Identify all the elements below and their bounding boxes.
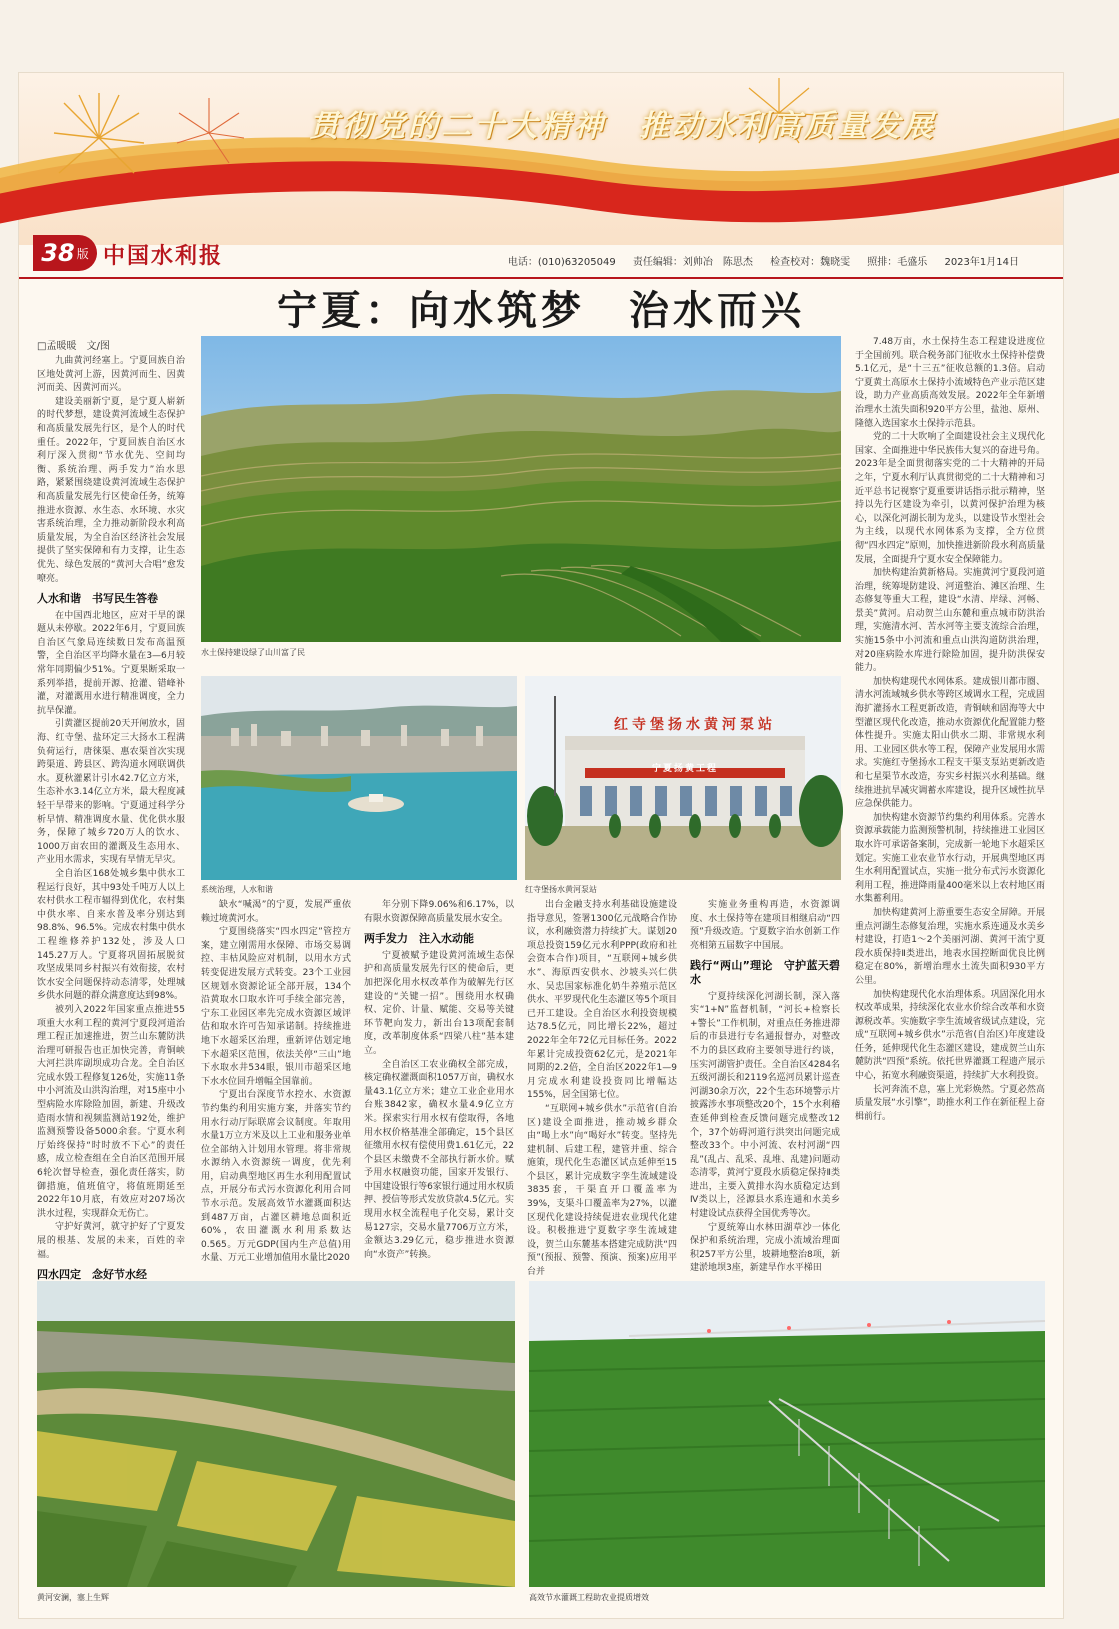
article-paragraph: 缺水“喊渴”的宁夏，发展严重依赖过境黄河水。 [201, 900, 351, 924]
article-column-3 [364, 899, 514, 1267]
fireworks-left-graphic [39, 83, 259, 193]
article-paragraph: 全自治区168处城乡集中供水工程运行良好，其中93处千吨万人以上农村供水工程市辐得到优化，农村集中供水率、自来水普及率分别达到98.8%、96.5%。完成农村集中供水工程维修养护132处，涉及人口145.27万人。宁夏将巩固拓展脱贫攻坚成果同乡村振兴有效衔接，农村饮水安全问题保持动态清零，处理城乡供水问题的群众满意度达到98%。 [37, 868, 185, 1002]
article-paragraph: 宁夏持续深化河湖长制，深入落实“1+N”监督机制，“河长+检察长+警长”工作机制，对重点任务推进滞后的市县进行专名通报督办，对整改不力的县区政府主要领导进行约谈，压实河湖管护责任。全自治区4284名五级河湖长和2119名巡河员累计巡查河湖30余万次，22个生态环境警示片披露涉水事项整改20个，15个水利稽查延伸到检查反馈问题完成整改12个，37个妨碍河道行洪突出问题完成整改33个。中小河流、农村河湖“四乱”(乱占、乱采、乱堆、乱建)问题动态清零，黄河宁夏段水质稳定保持Ⅱ类进出，主要入黄排水沟水质稳定达到Ⅳ类以上，泾源县水系连通和水美乡村建设试点获得全国优秀等次。 [690, 991, 840, 1220]
photo-lake-city [201, 676, 517, 880]
article-column-4 [527, 899, 677, 1278]
photo-5-caption: 高效节水灌溉工程助农业提质增效 [529, 1593, 649, 1602]
phone-text: 电话：(010)63205049 [507, 257, 616, 268]
photo-river-fields [37, 1281, 515, 1587]
photo-3-caption: 红寺堡扬水黄河泵站 [525, 885, 597, 894]
article-paragraph: 年分别下降9.06%和6.17%，以有限水资源保障高质量发展水安全。 [364, 900, 514, 924]
article-paragraph: 九曲黄河经塞上。宁夏回族自治区地处黄河上游，因黄河而生、因黄河而美、因黄河而兴。 [37, 356, 185, 394]
date-text: 2023年1月14日 [944, 257, 1019, 268]
article-paragraph: 7.48万亩，水土保持生态工程建设进度位于全国前列。联合税务部门征收水土保持补偿费5.1亿元，是“十三五”征收总额的1.3倍。启动宁夏黄土高原水土保持小流域特色产业示范区建设，助力产业高质高效发展。2022年全年新增治理水土流失面积920平方公里，盐池、原州、隆德入选国家水土保持示范县。 [855, 337, 1045, 429]
article-paragraph: 建设美丽新宁夏，是宁夏人崭新的时代梦想，建设黄河流域生态保护和高质量发展先行区，是个人的时代重任。2022年，宁夏回族自治区水利厅深入贯彻“节水优先、空间均衡、系统治理、两手发力”治水思路，紧紧围绕建设黄河流域生态保护和高质量发展先行区使命任务，统筹推进水资源、水生态、水环境、水灾害系统治理，全力推动新阶段水利高质量发展，为全自治区经济社会发展提供了坚实保障和有力支撑，让生态优先、绿色发展的“黄河大合唱”愈发嘹亮。 [37, 396, 185, 584]
article-paragraph: 全自治区工农业确权全部完成，核定确权灌溉面积1057万亩，确权水量43.1亿立方米；建立工业企业用水台账3842家，确权水量4.9亿立方米。探索实行用水权有偿取得，各地用水权价格基准全部确定，15个县区征缴用水权有偿使用费1.61亿元，22个县区未缴费不全部执行新水价。赋予用水权融资功能，国家开发银行、中国建设银行等6家银行通过用水权质押、授信等形式发放贷款4.5亿元。实现用水权全流程电子化交易，累计交易127宗，交易水量7706万立方米，金额达3.29亿元，稳步推进水资源向“水资产”转换。 [364, 1059, 514, 1260]
article-paragraph: 出台金融支持水利基础设施建设指导意见，签署1300亿元战略合作协议，水利融资潜力持续扩大。谋划20项总投资159亿元水利PPP(政府和社会资本合作)项目，“互联网+城乡供水”、海原西安供水、沙坡头兴仁供水、吴忠国家标准化奶牛养殖示范区供水、平罗现代化生态灌区等5个项目已开工建设。全自治区水利投资规模达78.5亿元，同比增长22%，超过2022年全年72亿元目标任务。2022年累计完成投资62亿元，是2021年同期的2.2倍，全自治区2022年1—9月完成水利建设投资同比增幅达155%，居全国第七位。 [527, 900, 677, 1101]
article-column-1 [37, 355, 185, 1282]
layout-text: 照排：毛盛乐 [867, 257, 928, 268]
article-column-6 [855, 336, 1045, 1268]
article-column-5 [690, 899, 840, 1274]
pump-station-building-sign: 宁夏扬黄工程 [651, 764, 718, 774]
photo-terraced-hills [201, 336, 841, 642]
pump-station-sign: 红寺堡扬水黄河泵站 [614, 717, 776, 733]
article-paragraph: “互联网+城乡供水”示范省(自治区)建设全面推进，推动城乡群众由“喝上水”向“喝好水”转变。坚持先建机制、后建工程，建管并重、综合施策，现代化生态灌区试点延伸至15个县区，累计完成数字孪生流域建设3835套，干渠直开口覆盖率为39%，支渠斗口覆盖率为27%，以灌区现代化建设持续促进农业现代化建设。积极推进宁夏数字孪生流域建设，贺兰山东麓基本搭建完成防洪“四预”(预报、预警、预演、预案)应用平台并 [527, 1103, 677, 1278]
article-paragraph: 加快构建黄河上游重要生态安全屏障。开展重点河湖生态修复治理，实施水系连通及水美乡村建设，打造1～2个美丽河湖、黄河干流宁夏段水质保持Ⅱ类进出，地表水国控断面优良比例稳定在80%，新增治理水土流失面积930平方公里。 [855, 907, 1045, 986]
page-number: 38 [41, 239, 75, 267]
editor-text: 责任编辑：刘帅冶 陈思杰 [632, 257, 753, 268]
article-paragraph: 加快构建现代化水治理体系。巩固深化用水权改革成果，持续深化农业水价综合改革和水资源税改革。实施数字孪生流域省级试点建设，完成“互联网+城乡供水”示范省(自治区)年度建设任务，延伸现代化生态灌区建设，建成贺兰山东麓防洪“四预”系统。依托世界灌溉工程遗产展示中心，拓宽水利融资渠道，持续扩大水利投资。 [855, 989, 1045, 1082]
paper-name: 中国水利报 [103, 243, 224, 269]
section-heading: 四水四定 念好节水经 [37, 1268, 147, 1282]
section-heading: 践行“两山”理论 守护蓝天碧水 [690, 959, 840, 986]
article-paragraph: 党的二十大吹响了全面建设社会主义现代化国家、全面推进中华民族伟大复兴的奋进号角。2023年是全面贯彻落实党的二十大精神的开局之年，宁夏水利厅认真贯彻党的二十大精神和习近平总书记视察宁夏重要讲话指示批示精神，坚持以先行区建设为牵引，以黄河保护治理为核心，以深化河湖长制为龙头，以建设节水型社会为主线，以现代水网体系为支撑，全方位贯彻“四水四定”原则，加快推进新阶段水利高质量发展，全面提升宁夏水安全保障能力。 [855, 432, 1045, 565]
article-column-2 [201, 899, 351, 1267]
photo-2-caption: 系统治理，人水和谐 [201, 885, 273, 894]
article-paragraph: 宁夏统筹山水林田湖草沙一体化保护和系统治理，完成小流域治理面积257平方公里，坡耕地整治8项，新建淤地坝3座，新建旱作水平梯田 [690, 1222, 840, 1274]
proofreader-text: 检查校对：魏晓雯 [770, 257, 851, 268]
masthead-info [494, 253, 1019, 268]
article-paragraph: 加快构建治黄新格局。实施黄河宁夏段河道治理，统筹堤防建设、河道整治、滩区治理、生态修复等重大工程，建设“水清、岸绿、河畅、景美”黄河。启动贺兰山东麓和重点城市防洪治理，实施清水河、苦水河等主要支流综合治理，实施15条中小河流和重点山洪沟道防洪治理，对20座病险水库进行除险加固，提升防洪保安能力。 [855, 568, 1045, 674]
article-paragraph: 宁夏被赋予建设黄河流域生态保护和高质量发展先行区的使命后，更加把深化用水权改革作为破解先行区建设的“关键一招”。围绕用水权确权、定价、计量、赋能、交易等关键环节靶向发力，新出台13项配套制度，改革制度体系“四梁八柱”基本建立。 [364, 950, 514, 1056]
article-paragraph: 宁夏围绕落实“四水四定”管控方案，建立刚需用水保障、市场交易调控、丰枯风险应对机制，以用水方式转变促进发展方式转变。23个工业园区规划水资源论证全部开展，134个沿黄取水口取水许可手续全部完善，宁东工业园区率先完成水资源区域评估和取水许可告知承诺制。持续推进地下水超采区治理，重新评估划定地下水超采区范围，依法关停“三山”地下水取水井534眼，银川市超采区地下水水位回升增幅全国靠前。 [201, 927, 351, 1087]
article-paragraph: 在中国西北地区，应对干旱的课题从未停歇。2022年6月，宁夏回族自治区气象局连续数日发布高温预警，全自治区平均降水量在3—6月较常年同期偏少51%。宁夏果断采取一系列举措，提前开源、抢灌、错峰补灌，对灌溉用水进行精准调度，全力抗旱保灌。 [37, 610, 185, 716]
photo-irrigation [529, 1281, 1045, 1587]
article-byline: □孟暖暖 文/图 [37, 341, 110, 352]
banner-slogan: 贯彻党的二十大精神 推动水利高质量发展 [309, 109, 936, 144]
photo-4-caption: 黄河安澜，塞上生辉 [37, 1593, 109, 1602]
photo-pump-station [525, 676, 841, 880]
newspaper-page [18, 72, 1064, 1619]
page-number-badge [33, 235, 97, 271]
article-paragraph: 加快构建水资源节约集约利用体系。完善水资源承载能力监测预警机制，持续推进工业园区取水许可承诺备案制，完成新一轮地下水超采区划定。实施工业农业节水行动，开展典型地区再生水利用配置试点，实施一批分布式污水资源化利用工程，推进降雨量400毫米以上农村地区雨水集蓄利用。 [855, 812, 1045, 905]
page-suffix: 版 [76, 246, 89, 261]
article-paragraph: 实施业务重构再造，水资源调度、水土保持等在建项目相继启动“四预”升级改造。宁夏数字治水创新工作亮相第五届数字中国展。 [690, 900, 840, 951]
article-paragraph: 被列入2022年国家重点推进55项重大水利工程的黄河宁夏段河道治理工程正加速推进，贺兰山东麓防洪治理可研报告也正加快完善，青铜峡大河拦洪库副坝成功合龙。全自治区完成水毁工程修复126处，实施11条中小河流及山洪沟治理，对15座中小型病险水库除险加固，新建、升级改造雨水情和视频监测站192处，维护监测预警设备5000余套。宁夏水利厅始终保持“时时放不下心”的责任感，成立检查组在全自治区范围开展6轮次督导检查，强化责任落实，防御措施，值班值守，将值班期延至2022年10月底，有效应对207场次洪水过程，实现群众无伤亡。 [37, 1004, 185, 1219]
section-heading: 两手发力 注入水动能 [364, 932, 474, 946]
article-paragraph: 加快构建现代水网体系。建成银川都市圈、清水河流域城乡供水等跨区域调水工程，完成固海扩灌扬水工程更新改造，青铜峡和固海等大中型灌区现代化改造，推动水资源优化配置能力整体性提升。实施太阳山供水二期、非常规水利用、工业园区供水等工程，保障产业发展用水需求。实施红寺堡扬水工程支干渠支泵站更新改造和七星渠节水改造，夯实乡村振兴水利基础。继续推进抗旱减灾调蓄水库建设，提升区域性抗旱应急保供能力。 [855, 676, 1045, 810]
article-paragraph: 引黄灌区提前20天开闸放水，固海、红寺堡、盐环定三大扬水工程满负荷运行，唐徕渠、惠农渠首次实现跨渠道、跨县区、跨沟道水网联调供水。夏秋灌累计引水42.7亿立方米，生态补水3.14亿立方米，最大程度减轻干旱带来的影响。宁夏通过科学分析早情、精准调度水量、优化供水服务，保障了城乡720万人的饮水、1000万亩农田的灌溉及生态用水、产业用水需求，实现有旱情无早灾。 [37, 719, 185, 866]
article-paragraph: 宁夏出台深度节水控水、水资源节约集约利用实施方案，并落实节约用水行动厅际联席会议制度。年取用水量1万立方米及以上工业和服务业单位全部纳入计划用水管理。将非常规水源纳入水资源统一调度，优先利用，启动典型地区再生水利用配置试点，开展分布式污水资源化利用合同节水示范。发展高效节水灌溉面积达到487万亩，占灌区耕地总面积近60%，农田灌溉水利用系数达0.565。万元GDP(国内生产总值)用水量、万元工业增加值用水量比2020 [201, 1090, 351, 1264]
photo-1-caption: 水土保持建设绿了山川富了民 [201, 648, 305, 657]
section-heading: 人水和谐 书写民生答卷 [37, 592, 158, 606]
banner [19, 73, 1063, 245]
article-headline: 宁夏：向水筑梦 治水而兴 [277, 287, 805, 334]
masthead [19, 241, 1063, 279]
article-paragraph: 长河奔流不息，塞上光彩焕然。宁夏必然高质量发展“水引擎”，助推水利工作在新征程上奋楫前行。 [855, 1084, 1045, 1122]
article-paragraph: 守护好黄河，就守护好了宁夏发展的根基、发展的未来，百姓的幸福。 [37, 1222, 185, 1260]
